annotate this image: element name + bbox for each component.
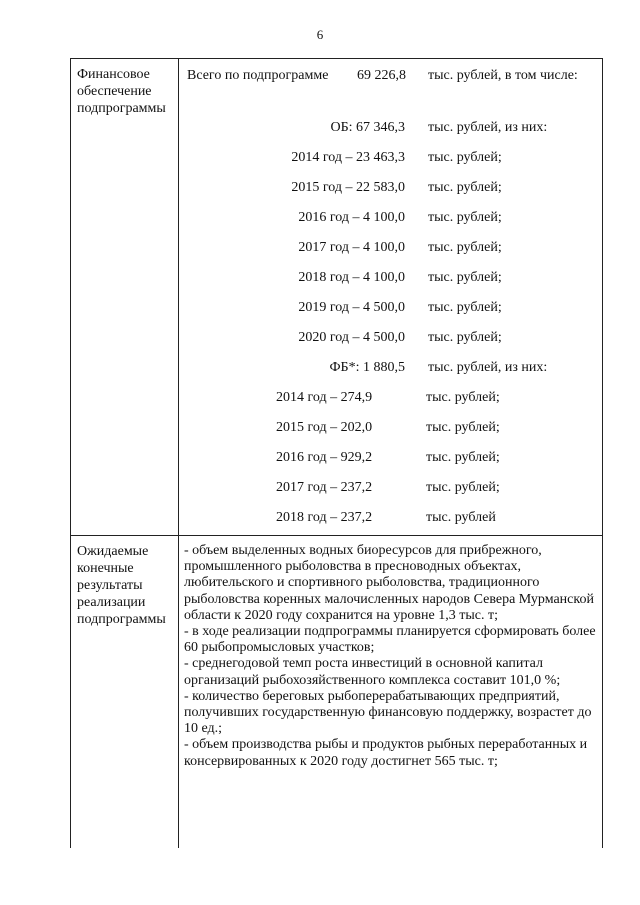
ob-year-amount: 2017 год – 4 100,0 [298, 240, 405, 255]
table-right-border [602, 58, 603, 848]
ob-year-unit: тыс. рублей; [428, 180, 502, 195]
ob-year-unit: тыс. рублей; [428, 150, 502, 165]
table-left-border [70, 58, 71, 848]
fb-year-amount: 2015 год – 202,0 [276, 420, 373, 435]
fb-year-amount: 2014 год – 274,9 [276, 390, 373, 405]
result-item: - объем производства рыбы и продуктов рыбных переработанных и консервированных к 2020 году достигнет 565 тыс. т; [184, 737, 588, 769]
table-top-border [70, 58, 603, 59]
table-column-divider [178, 58, 179, 848]
financing-total-amount: 69 226,8 [357, 68, 406, 83]
fb-year-amount: 2017 год – 237,2 [276, 480, 373, 495]
financing-label: Финансовое обеспечение подпрограммы [77, 67, 166, 116]
ob-year-unit: тыс. рублей; [428, 270, 502, 285]
fb-year-unit: тыс. рублей [426, 510, 496, 525]
fb-year-unit: тыс. рублей; [426, 450, 500, 465]
fb-amount: ФБ*: 1 880,5 [329, 360, 405, 375]
financing-total-unit: тыс. рублей, в том числе: [428, 68, 578, 83]
fb-year-amount: 2018 год – 237,2 [276, 510, 373, 525]
result-item: - объем выделенных водных биоресурсов для прибрежного, промышленного рыболовства в пресноводных объектах, любительского и спортивного рыболовства, традиционного рыболовства коренных малочисленных народов Севера Мурманской области к 2020 году сохранится на уровне 1,3 тыс. т; [184, 543, 594, 623]
ob-year-amount: 2016 год – 4 100,0 [298, 210, 405, 225]
result-item: - среднегодовой темп роста инвестиций в основной капитал организаций рыбохозяйственного комплекса составит 101,0 %; [184, 656, 561, 688]
table-row-divider [70, 535, 603, 536]
ob-year-amount: 2019 год – 4 500,0 [298, 300, 405, 315]
result-item: - в ходе реализации подпрограммы планируется сформировать более 60 рыбопромысловых участков; [184, 624, 596, 656]
result-item: - количество береговых рыбоперерабатывающих предприятий, получивших государственную финансовую поддержку, возрастет до 10 ед.; [184, 688, 592, 737]
results-label: Ожидаемые конечные результаты реализации подпрограммы [77, 544, 166, 627]
fb-year-unit: тыс. рублей; [426, 480, 500, 495]
ob-year-unit: тыс. рублей; [428, 240, 502, 255]
ob-year-amount: 2018 год – 4 100,0 [298, 270, 405, 285]
fb-year-amount: 2016 год – 929,2 [276, 450, 373, 465]
page-number: 6 [316, 27, 324, 42]
fb-year-unit: тыс. рублей; [426, 390, 500, 405]
ob-year-unit: тыс. рублей; [428, 210, 502, 225]
ob-amount: ОБ: 67 346,3 [330, 120, 405, 135]
results-list [184, 543, 599, 770]
ob-year-amount: 2014 год – 23 463,3 [291, 150, 405, 165]
fb-year-unit: тыс. рублей; [426, 420, 500, 435]
ob-unit: тыс. рублей, из них: [428, 120, 548, 135]
fb-unit: тыс. рублей, из них: [428, 360, 548, 375]
ob-year-amount: 2015 год – 22 583,0 [291, 180, 405, 195]
financing-total-text: Всего по подпрограмме [187, 68, 329, 83]
ob-year-unit: тыс. рублей; [428, 330, 502, 345]
ob-year-amount: 2020 год – 4 500,0 [298, 330, 405, 345]
ob-year-unit: тыс. рублей; [428, 300, 502, 315]
